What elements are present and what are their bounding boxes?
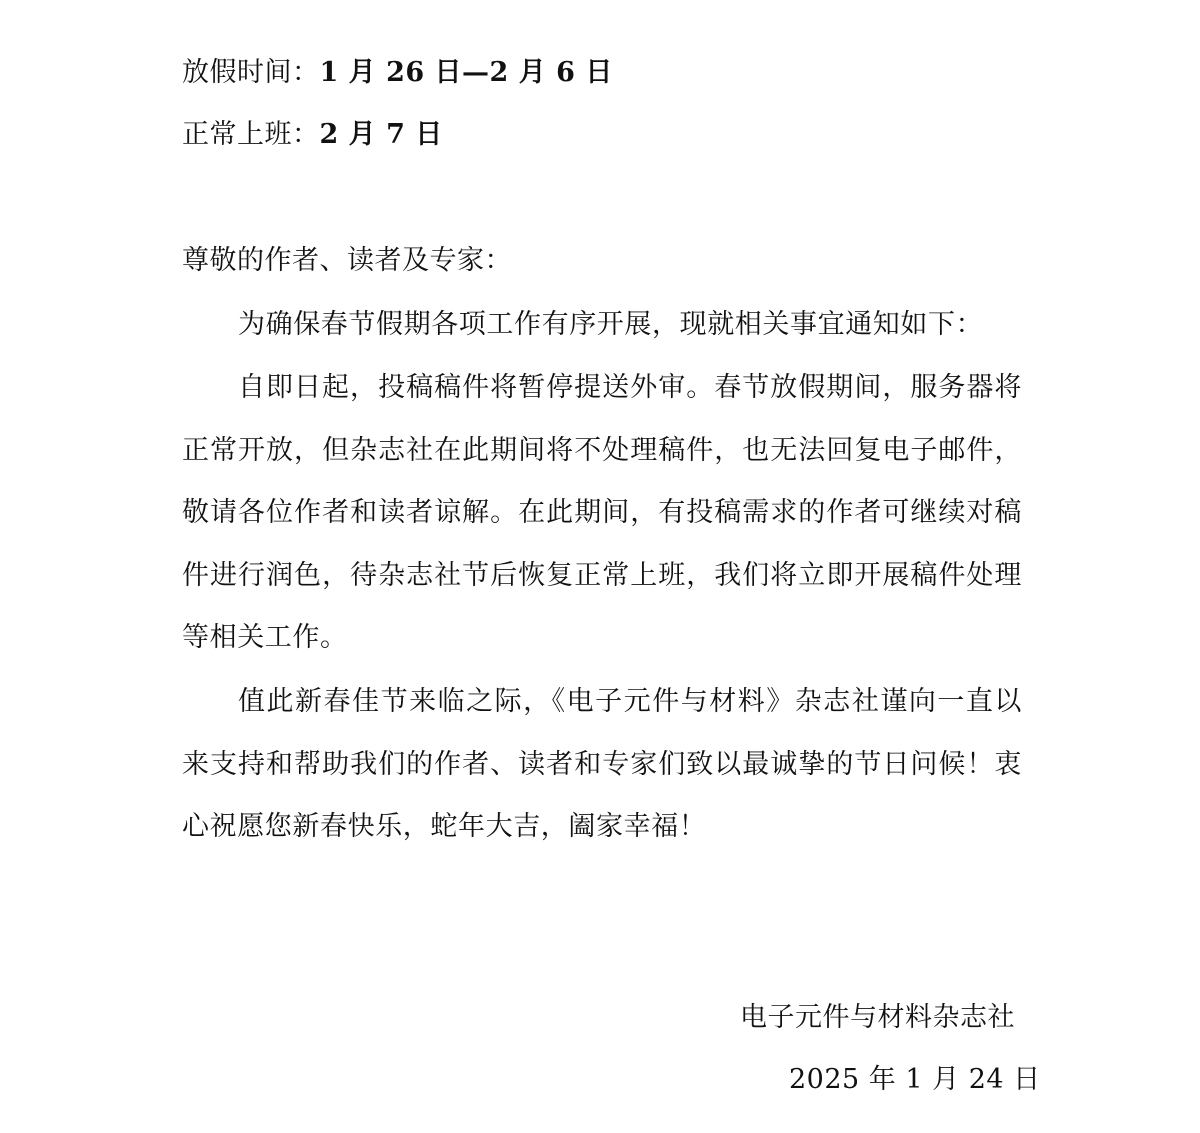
resume-work-label: 正常上班： [182, 119, 320, 150]
signature-organization: 电子元件与材料杂志社 [740, 1002, 1015, 1033]
arrangement-paragraph: 自即日起，投稿稿件将暂停提送外审。春节放假期间，服务器将正常开放，但杂志社在此期间将不处理稿件，也无法回复电子邮件，敬请各位作者和读者谅解。在此期间，有投稿需求的作者可继续对稿件进行润色，待杂志社节后恢复正常上班，我们将立即开展稿件处理等相关工作。 [182, 372, 1022, 654]
intro-paragraph: 为确保春节假期各项工作有序开展，现就相关事宜通知如下： [238, 309, 984, 340]
greeting-paragraph: 值此新春佳节来临之际，《电子元件与材料》杂志社谨向一直以来支持和帮助我们的作者、读者和专家们致以最诚挚的节日问候！衷心祝愿您新春快乐，蛇年大吉，阖家幸福！ [182, 686, 1022, 843]
signature-date: 2025 年 1 月 24 日 [789, 1064, 1041, 1095]
resume-work-line [182, 119, 443, 151]
holiday-period-label: 放假时间： [182, 57, 320, 88]
holiday-period-value: 1 月 26 日—2 月 6 日 [319, 57, 613, 88]
salutation: 尊敬的作者、读者及专家： [182, 245, 512, 276]
holiday-period-line [182, 57, 613, 89]
resume-work-value: 2 月 7 日 [319, 119, 443, 150]
